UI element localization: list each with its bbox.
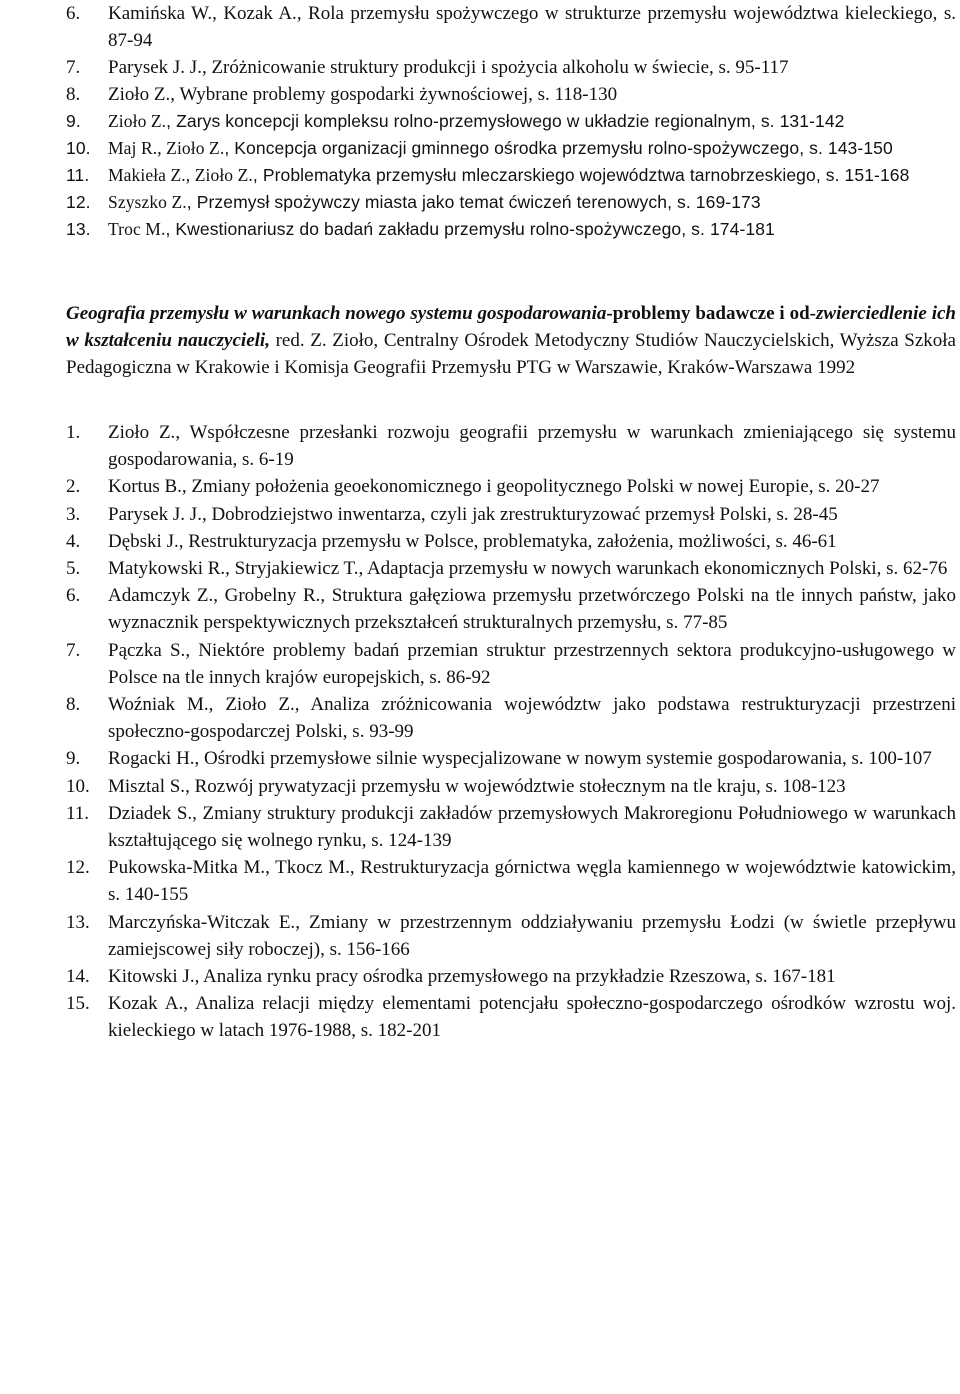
item-author: Adamczyk Z., Grobelny R. [108, 585, 321, 607]
item-number: 13. [66, 911, 90, 933]
list-item [66, 691, 956, 745]
book-title-connector: -problemy badawcze i od- [606, 303, 816, 324]
item-number: 3. [66, 503, 81, 525]
item-title: , Rozwój prywatyzacji przemysłu w województwie stołecznym na tle kraju, s. 108-123 [185, 775, 846, 797]
item-author: Pukowska-Mitka M., Tkocz M. [108, 857, 350, 879]
item-number: 9. [66, 748, 81, 770]
item-number: 6. [66, 585, 81, 607]
list-item [66, 419, 956, 473]
item-title: , Ośrodki przemysłowe silnie wyspecjalizowane w nowym systemie gospodarowania, s. 100-107 [194, 748, 932, 770]
item-number: 5. [66, 558, 81, 580]
bibliography-list-continued [66, 0, 956, 243]
item-number: 8. [66, 694, 81, 716]
item-number: 2. [66, 476, 81, 498]
item-author: Kitowski J. [108, 966, 195, 988]
item-title: , Wybrane problemy gospodarki żywnościowej, s. 118-130 [170, 84, 618, 105]
item-number: 7. [66, 639, 81, 661]
list-item [66, 108, 956, 135]
item-title: , Struktura gałęziowa przemysłu przetwórczego Polski na tle innych państw, jako wyznacznik perspektywicznych przekształceń strukturalnych przemysłu, s. 77-85 [108, 585, 956, 634]
item-author: Makieła Z., Zioło Z. [108, 165, 253, 185]
list-item [66, 81, 956, 108]
item-author: Troc M. [108, 219, 166, 239]
list-item [66, 501, 956, 528]
item-author: Zioło Z. [108, 422, 176, 443]
item-author: Szyszko Z. [108, 192, 187, 212]
item-title: , Zróżnicowanie struktury produkcji i spożycia alkoholu w świecie, s. 95-117 [201, 57, 789, 78]
list-item [66, 135, 956, 162]
list-item [66, 800, 956, 854]
list-item [66, 745, 956, 772]
item-author: Pączka S. [108, 639, 186, 661]
item-number: 1. [66, 422, 81, 443]
item-number: 12. [66, 857, 90, 879]
item-author: Woźniak M., Zioło Z. [108, 694, 295, 716]
item-author: Matykowski R., Stryjakiewicz T. [108, 558, 359, 580]
list-item [66, 773, 956, 800]
item-title: , Analiza relacji między elementami potencjału społeczno-gospodarczego ośrodków wzrostu woj. kieleckiego w latach 1976-1988, s. 182-201 [108, 993, 957, 1042]
item-title: , Niektóre problemy badań przemian struktur przestrzennych sektora produkcyjno-usługowego w Polsce na tle innych krajów europejskich, s. 86-92 [108, 639, 956, 688]
item-number: 8. [66, 84, 81, 105]
item-author: Parysek J. J. [108, 503, 202, 525]
item-title: , Dobrodziejstwo inwentarza, czyli jak zrestrukturyzować przemysł Polski, s. 28-45 [201, 503, 838, 525]
list-item [66, 555, 956, 582]
item-title: , Restrukturyzacja górnictwa węgla kamiennego w województwie katowickim, s. 140-155 [108, 857, 956, 906]
list-item [66, 582, 956, 636]
item-number: 4. [66, 530, 81, 552]
list-item [66, 162, 956, 189]
item-title: , Kwestionariusz do badań zakładu przemysłu rolno-spożywczego, s. 174-181 [165, 219, 775, 239]
item-number: 10. [66, 775, 90, 797]
item-author: Dziadek S. [108, 802, 193, 824]
item-title: , Analiza rynku pracy ośrodka przemysłowego na przykładzie Rzeszowa, s. 167-181 [194, 966, 836, 988]
item-title: , Współczesne przesłanki rozwoju geografii przemysłu w warunkach zmieniającego się systemu gospodarowania, s. 6-19 [108, 422, 956, 471]
book-editor-publisher: red. Z. Zioło, Centralny Ośrodek Metodyczny Studiów Nauczycielskich, Wyższa Szkoła Pedagogiczna w Krakowie i Komisja Geografii Przemysłu PTG w Warszawie, Kraków-Warszawa 1992 [66, 330, 956, 378]
item-number: 9. [66, 111, 81, 131]
item-number: 10. [66, 138, 91, 158]
item-author: Rogacki H. [108, 748, 195, 770]
list-item [66, 990, 956, 1044]
item-number: 11. [66, 802, 90, 824]
list-item [66, 54, 956, 81]
list-item [66, 0, 956, 54]
item-author: Maj R., Zioło Z. [108, 138, 225, 158]
item-number: 13. [66, 219, 91, 239]
item-title: , Zarys koncepcji kompleksu rolno-przemysłowego w układzie regionalnym, s. 131-142 [166, 111, 845, 131]
item-author: Kortus B. [108, 476, 182, 498]
book-citation-heading [0, 300, 956, 381]
list-item [66, 528, 956, 555]
list-item [66, 963, 956, 990]
item-title: , Zmiany w przestrzennym oddziaływaniu przemysłu Łodzi (w świetle przepływu zamiejscowej siły roboczej), s. 156-166 [108, 911, 956, 960]
item-author: Zioło Z. [108, 84, 171, 105]
book-contents-list [66, 419, 956, 1045]
item-author: Parysek J. J. [108, 57, 202, 78]
book-title: Geografia przemysłu w warunkach nowego systemu gospodarowania [66, 303, 607, 324]
item-author: Zioło Z. [108, 111, 167, 131]
list-item [66, 216, 956, 243]
list-item [66, 909, 956, 963]
item-title: , Zmiany położenia geoekonomicznego i geopolitycznego Polski w nowej Europie, s. 20-27 [181, 476, 880, 498]
item-number: 15. [66, 993, 90, 1015]
book-title-continued: zwierciedlenie ich w kształceniu nauczycieli, [66, 303, 956, 351]
item-number: 7. [66, 57, 81, 78]
item-author: Misztal S. [108, 775, 186, 797]
item-author: Dębski J. [108, 530, 179, 552]
item-title: , Analiza zróżnicowania województw jako podstawa restrukturyzacji przestrzeni społeczno-gospodarczej Polski, s. 93-99 [108, 694, 956, 743]
item-author: Marczyńska-Witczak E. [108, 911, 296, 933]
item-title: , Koncepcja organizacji gminnego ośrodka przemysłu rolno-spożywczego, s. 143-150 [224, 138, 893, 158]
list-item [66, 854, 956, 908]
item-number: 11. [66, 165, 90, 185]
list-item [66, 473, 956, 500]
item-number: 6. [66, 3, 81, 24]
item-number: 12. [66, 192, 91, 212]
list-item [66, 189, 956, 216]
item-number: 14. [66, 966, 90, 988]
item-title: , Restrukturyzacja przemysłu w Polsce, problematyka, założenia, możliwości, s. 46-61 [178, 530, 837, 552]
item-author: Kamińska W., Kozak A. [108, 3, 297, 24]
item-author: Kozak A. [108, 993, 184, 1015]
item-title: , Adaptacja przemysłu w nowych warunkach ekonomicznych Polski, s. 62-76 [358, 558, 948, 580]
item-title: , Rola przemysłu spożywczego w strukturze przemysłu województwa kieleckiego, s. 87-94 [108, 3, 956, 51]
item-title: , Zmiany struktury produkcji zakładów przemysłowych Makroregionu Południowego w warunkach kształtującego się wolnego rynku, s. 124-139 [108, 802, 956, 852]
list-item [66, 637, 956, 691]
item-title: , Przemysł spożywczy miasta jako temat ćwiczeń terenowych, s. 169-173 [186, 192, 761, 212]
item-title: , Problematyka przemysłu mleczarskiego województwa tarnobrzeskiego, s. 151-168 [252, 165, 910, 185]
